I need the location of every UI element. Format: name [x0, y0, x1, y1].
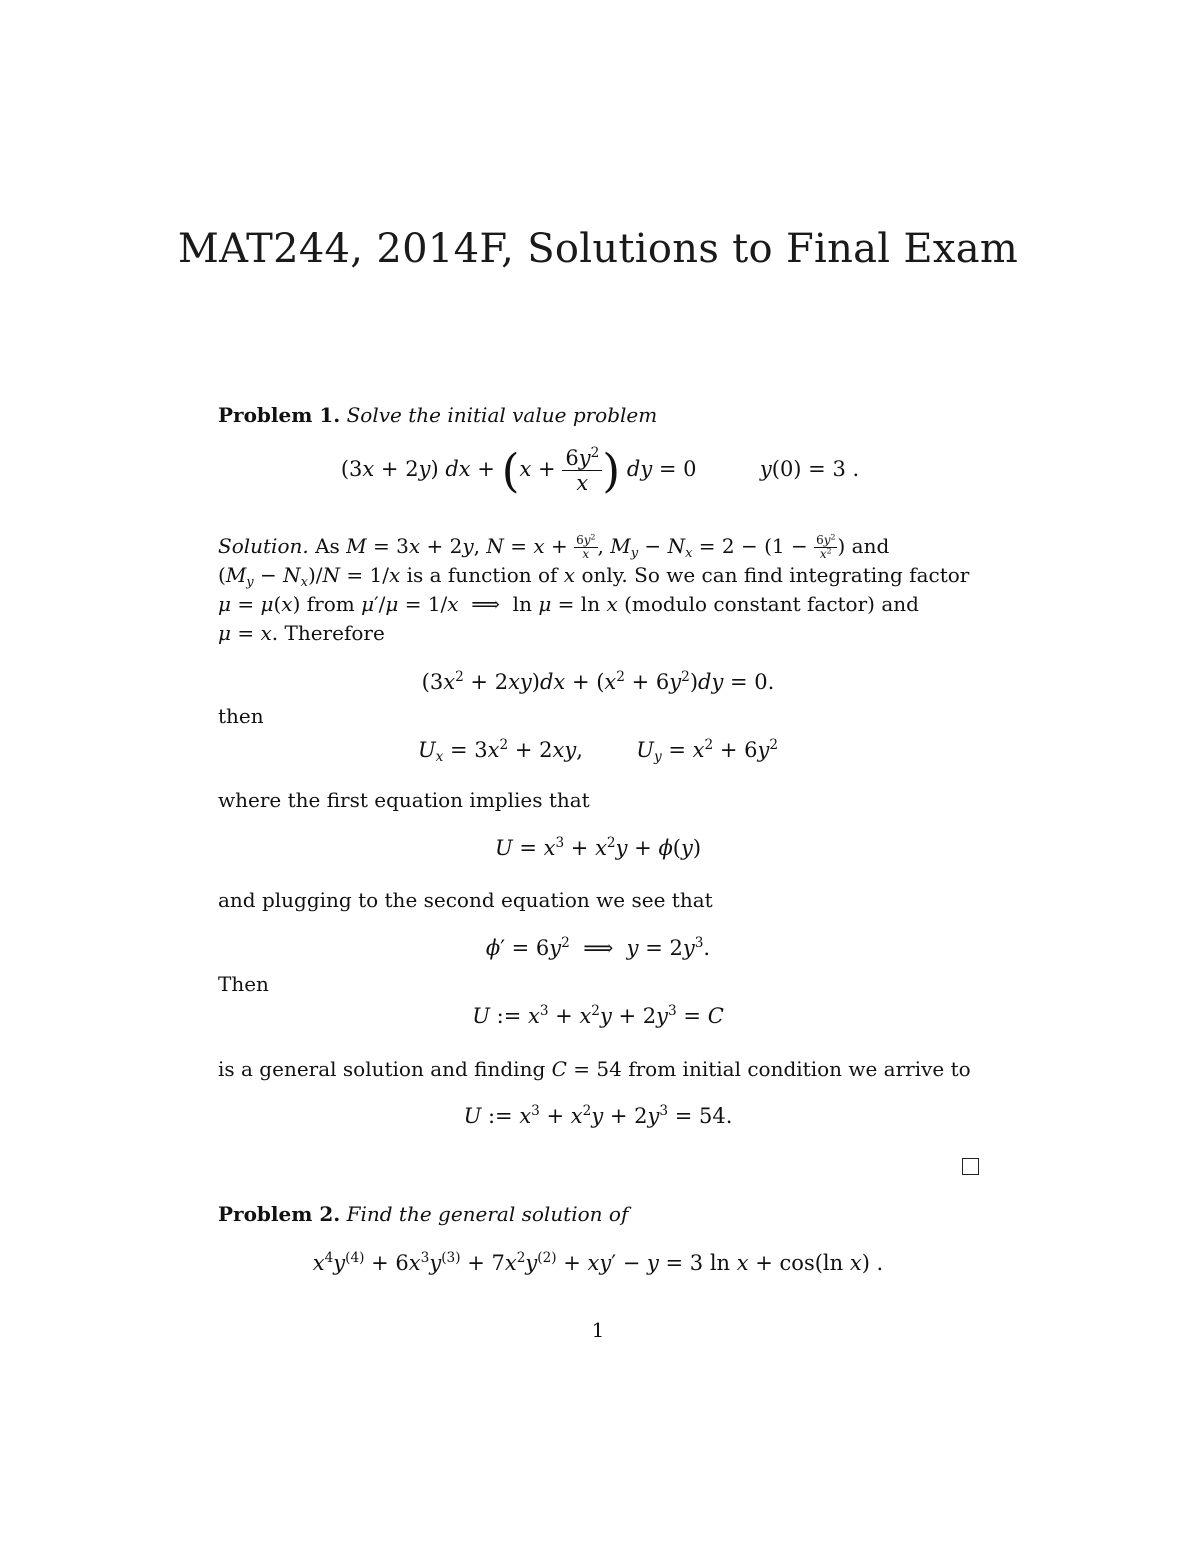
qed-square-icon [962, 1158, 979, 1175]
problem-2-heading [218, 1200, 628, 1229]
solution-only-so: only. So we can find integrating factor [581, 563, 970, 587]
particular-solution-equation: U := $x^3 + x^2y + 2y^3 = 54$. [463, 1102, 733, 1128]
text-then-cap: Then [218, 972, 269, 996]
solution-and: and [851, 534, 890, 558]
general-solution-equation: U := $x^3 + x^2y + 2y^3 = C$ [472, 1002, 724, 1028]
potential-equation: $U = x^3 + x^2y + \phi(y)$ [494, 834, 702, 860]
text-general-2: from initial condition we arrive to [628, 1057, 971, 1081]
problem-1-heading [218, 401, 657, 430]
problem-2-equation: $x^4y^{(4)} + 6x^3y^{(3)} + 7x^2y^{(2)} + xy' - y = 3$ ln x + cos(ln x) . [312, 1249, 884, 1275]
solution-paragraph: Solution. As M = 3x + 2y, N = x + $\frac{6y^2}{x}$, $M_y - N_x = 2 - (1$ − $\frac{6y^2}{x^2}$) and $(M_y - N_x)/N = 1/x$ is a function of x only. So we can find integrating factor μ = μ(x) from μ′/μ = 1/x ⟹ ln μ = ln x (modulo constant factor) and μ = x. Therefore [218, 532, 970, 645]
page-number: 1 [591, 1318, 605, 1342]
solution-therefore: Therefore [284, 621, 385, 645]
text-plugging: and plugging to the second equation we see that [218, 888, 713, 912]
text-general-1: is a general solution and finding [218, 1057, 546, 1081]
problem-1-label: Problem 1. [218, 403, 341, 427]
solution-function-of: is a function of [406, 563, 558, 587]
exact-equation: $(3x^2 + 2xy)dx + (x^2 + 6y^2)dy = 0$. [421, 668, 775, 694]
problem-2-label: Problem 2. [218, 1202, 341, 1226]
partial-derivatives-equation: $U_x = 3x^2 + 2xy$, $U_y = x^2 + 6y^2$ [417, 736, 779, 766]
page-title: MAT244, 2014F, Solutions to Final Exam [177, 226, 1019, 272]
problem-1-equation: (3x + 2y) dx + (x + $\frac{6y^2}{x}$ ) dy = 0 y(0) = 3 . [340, 443, 860, 498]
phi-equation: $\phi' = 6y^2$ ⟹ $y = 2y^3$. [485, 934, 711, 960]
problem-2-statement: Find the general solution of [346, 1202, 629, 1226]
solution-label: Solution. [218, 534, 309, 558]
solution-from: from [306, 592, 355, 616]
text-general-solution: is a general solution and finding C = 54 from initial condition we arrive to [218, 1057, 971, 1081]
problem-1-statement: Solve the initial value problem [346, 403, 658, 427]
text-where: where the first equation implies that [218, 788, 590, 812]
solution-as: As [315, 534, 340, 558]
solution-modulo: (modulo constant factor) and [624, 592, 919, 616]
text-then: then [218, 704, 264, 728]
